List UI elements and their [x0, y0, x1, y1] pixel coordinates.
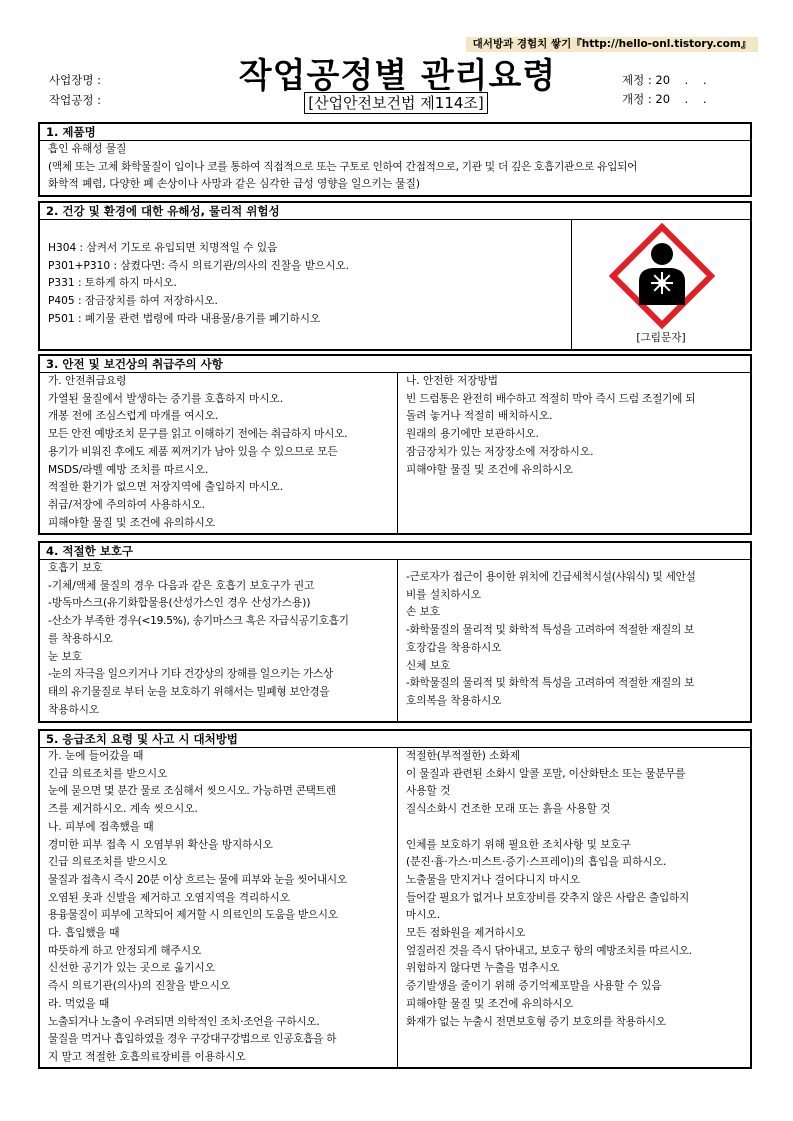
text-line: 적절한 환기가 없으면 저장지역에 출입하지 마시오.	[48, 481, 284, 494]
text-line: MSDS/라벨 예방 조치를 따르시오.	[48, 463, 209, 476]
text-line: 모든 점화원을 제거하시오	[406, 927, 526, 940]
health-hazard-icon	[609, 223, 715, 329]
text-line: 나. 안전한 저장방법	[406, 375, 498, 387]
text-line: 증기발생을 줄이기 위해 증기억제포말을 사용할 수 있음	[406, 980, 662, 993]
text-line: (액체 또는 고체 화학물질이 입이나 코를 통하여 직접적으로 또는 구토로 인하여 간접적으로, 기관 및 더 깊은 호흡기관으로 유입되어	[48, 160, 638, 173]
text-line: 이 물질과 관련된 소화시 알콜 포말, 이산화탄소 또는 물분무를	[406, 767, 686, 780]
text-line: 눈에 묻으면 몇 분간 물로 조심해서 씻으시오. 가능하면 콘택트렌	[48, 785, 336, 798]
safe-handling-column	[40, 373, 398, 533]
text-line: -눈의 자극을 일으키거나 기타 건강상의 장해를 일으키는 가스상	[48, 668, 333, 681]
text-line: 노출되거나 노출이 우려되면 의학적인 조치·조언을 구하시오.	[48, 1015, 320, 1028]
section-title: 1. 제품명	[40, 124, 750, 141]
section-title: 3. 안전 및 보건상의 취급주의 사항	[40, 356, 750, 373]
page-title: 작업공정별 관리요령	[238, 56, 557, 96]
text-line: 나. 피부에 접촉했을 때	[48, 820, 154, 833]
text-line: 인체를 보호하기 위해 필요한 조치사항 및 보호구	[406, 838, 631, 851]
pictogram-cell	[572, 220, 750, 349]
text-line: 피해야할 물질 및 조건에 유의하시오	[406, 463, 573, 476]
section-protective-equipment	[38, 541, 752, 723]
text-line: 호장갑을 착용하시오	[406, 641, 502, 654]
text-line: -화학물질의 물리적 및 화학적 특성을 고려하여 적절한 재질의 보	[406, 677, 695, 690]
text-line: 긴급 의료조치를 받으시오	[48, 856, 168, 869]
text-line: 경미한 피부 접촉 시 오염부위 확산을 방지하시오	[48, 838, 273, 851]
text-line: P331 : 토하게 하지 마시오.	[48, 277, 177, 290]
text-line: 노출물을 만지거나 걸어다니지 마시오	[406, 873, 580, 886]
text-line: 흡인 유해성 물질	[48, 143, 127, 155]
text-line: 용융물질이 피부에 고착되어 제거할 시 의료인의 도움을 받으시오	[48, 909, 338, 922]
text-line: 신선한 공기가 있는 곳으로 옮기시오	[48, 962, 215, 975]
text-line: 호의복을 착용하시오	[406, 694, 502, 707]
text-line: H304 : 삼켜서 기도로 유입되면 치명적일 수 있음	[48, 242, 278, 254]
text-line: 가. 눈에 들어갔을 때	[48, 750, 144, 762]
text-line: 사용할 것	[406, 785, 451, 798]
hazard-statements	[40, 220, 572, 349]
text-line: 용기가 비워진 후에도 제품 찌꺼기가 남아 있을 수 있으므로 모든	[48, 445, 338, 458]
text-line: 오염된 옷과 신발을 제거하고 오염지역을 격리하시오	[48, 891, 290, 904]
text-line: 피해야할 물질 및 조건에 유의하시오	[48, 516, 215, 529]
text-line: 모든 안전 예방조치 문구를 읽고 이해하기 전에는 취급하지 마시오.	[48, 428, 348, 441]
section-body	[40, 373, 750, 533]
respiratory-eye-column	[40, 560, 398, 721]
section-hazards	[38, 201, 752, 351]
fire-spill-column	[398, 748, 750, 1067]
section-handling	[38, 354, 752, 535]
text-line: 위험하지 않다면 누출을 멈추시오	[406, 962, 560, 975]
section-title: 2. 건강 및 환경에 대한 유해성, 물리적 위험성	[40, 203, 750, 220]
text-line: 개봉 전에 조심스럽게 마개를 여시오.	[48, 410, 219, 423]
section-body	[40, 141, 750, 194]
text-line: 마시오.	[406, 909, 441, 922]
text-line: P501 : 폐기물 관련 법령에 따라 내용물/용기를 폐기하시오	[48, 312, 321, 325]
text-line: 취급/저장에 주의하여 사용하시오.	[48, 498, 205, 511]
text-line: 즉시 의료기관(의사)의 진찰을 받으시오	[48, 980, 231, 993]
text-line: P405 : 잠금장치를 하여 저장하시오.	[48, 295, 218, 308]
text-line: 따뜻하게 하고 안정되게 해주시오	[48, 944, 202, 957]
text-line: 원래의 용기에만 보관하시오.	[406, 428, 539, 441]
text-line: 피해야할 물질 및 조건에 유의하시오	[406, 997, 573, 1010]
section-emergency	[38, 729, 752, 1069]
text-line: 긴급 의료조치를 받으시오	[48, 767, 168, 780]
text-line: 화재가 없는 누출시 전면보호형 증기 보호의를 착용하시오	[406, 1015, 666, 1028]
text-line: (분진·흄·가스·미스트·증기·스프레이)의 흡입을 피하시오.	[406, 856, 667, 869]
text-line: 물질과 접촉시 즉시 20분 이상 흐르는 물에 피부와 눈을 씻어내시오	[48, 873, 347, 886]
text-line: 즈를 제거하시오. 계속 씻으시오.	[48, 803, 198, 816]
text-line: 돌려 놓거나 적절히 배치하시오.	[406, 410, 553, 423]
text-line: -방독마스크(유기화합물용(산성가스인 경우 산성가스용))	[48, 597, 311, 610]
hand-body-column	[398, 560, 750, 721]
text-line: 가열된 물질에서 발생하는 증기를 호흡하지 마시오.	[48, 392, 284, 405]
text-line: -근로자가 접근이 용이한 위치에 긴급세척시설(샤워식) 및 세안설	[406, 571, 696, 583]
section-body	[40, 560, 750, 721]
section-product-name	[38, 122, 752, 197]
text-line: 화학적 폐렴, 다양한 폐 손상이나 사망과 같은 심각한 급성 영향을 일으키는 물질)	[48, 178, 421, 191]
text-line: 신체 보호	[406, 659, 451, 672]
text-line: P301+P310 : 삼켰다면: 즉시 의료기관/의사의 진찰을 받으시오.	[48, 259, 350, 272]
section-body	[40, 220, 750, 349]
text-line: 눈 보호	[48, 650, 83, 663]
process-label: 작업공정 :	[49, 93, 101, 107]
text-line: 호흡기 보호	[48, 562, 103, 574]
subtitle-text: [산업안전보건법 제114조]	[304, 92, 488, 114]
text-line: -화학물질의 물리적 및 화학적 특성을 고려하여 적절한 재질의 보	[406, 624, 695, 637]
text-line: -기체/액체 물질의 경우 다음과 같은 호흡기 보호구가 권고	[48, 579, 315, 592]
first-aid-column	[40, 748, 398, 1067]
text-line: 태의 유기물질로 부터 눈을 보호하기 위해서는 밀폐형 보안경을	[48, 685, 330, 698]
text-line	[406, 819, 744, 837]
text-line: 물질을 먹거나 흡입하였을 경우 구강대구강법으로 인공호흡을 하	[48, 1033, 337, 1046]
text-line: 다. 흡입했을 때	[48, 927, 120, 940]
text-line: 라. 먹었을 때	[48, 997, 110, 1010]
text-line: 를 착용하시오	[48, 632, 113, 645]
enacted-date: 제정 : 20 . .	[622, 73, 707, 87]
text-line: 손 보호	[406, 606, 441, 619]
text-line: 가. 안전취급요령	[48, 375, 127, 387]
text-line: 잠금장치가 있는 저장장소에 저장하시오.	[406, 445, 594, 458]
text-line: 빈 드럼통은 완전히 배수하고 적절히 막아 즉시 드럼 조절기에 되	[406, 392, 696, 405]
text-line: 들어갈 필요가 없거나 보호장비를 갖추지 않은 사람은 출입하지	[406, 891, 690, 904]
text-line: 지 말고 적절한 호흡의료장비를 이용하시오	[48, 1050, 246, 1063]
pictogram-label: [그림문자]	[636, 332, 686, 344]
text-line: 비를 설치하시오	[406, 588, 482, 601]
company-label: 사업장명 :	[49, 73, 101, 87]
section-title: 5. 응급조치 요령 및 사고 시 대처방법	[40, 731, 750, 748]
section-title: 4. 적절한 보호구	[40, 543, 750, 560]
site-tag: 대서방과 경험치 쌓기『http://hello-onl.tistory.com』	[466, 37, 758, 52]
text-line: 적절한(부적절한) 소화제	[406, 750, 520, 762]
text-line: 질식소화시 건조한 모래 또는 흙을 사용할 것	[406, 803, 611, 816]
revised-date: 개정 : 20 . .	[622, 92, 707, 106]
text-line: 엎질러진 것을 즉시 닦아내고, 보호구 항의 예방조치를 따르시오.	[406, 944, 692, 957]
text-line: -산소가 부족한 경우(<19.5%), 송기마스크 혹은 자급식공기호흡기	[48, 615, 349, 628]
section-body	[40, 748, 750, 1067]
text-line: 착용하시오	[48, 703, 100, 716]
safe-storage-column	[398, 373, 750, 533]
page-subtitle	[270, 92, 522, 114]
